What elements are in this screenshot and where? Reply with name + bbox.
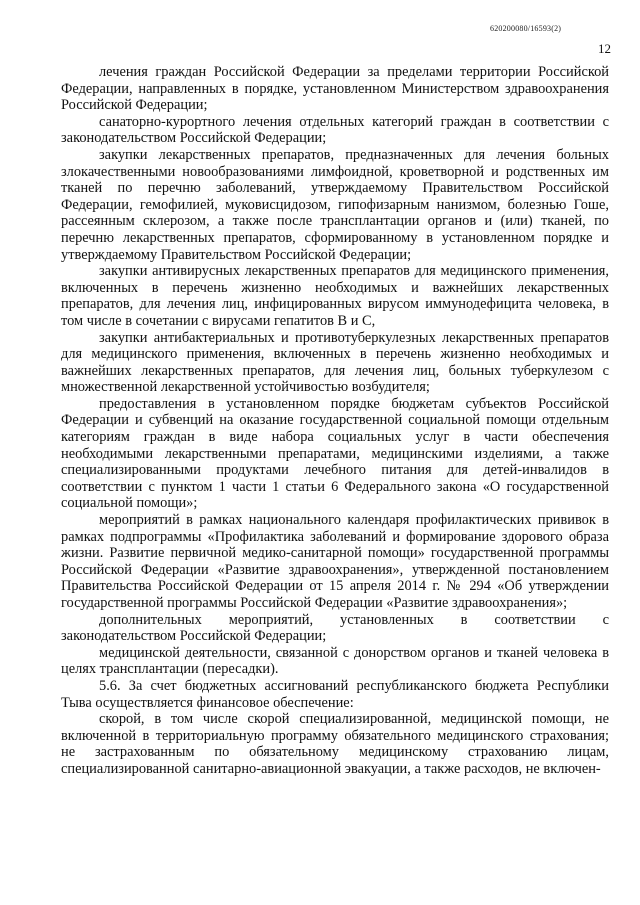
- paragraph-1: лечения граждан Российской Федерации за пределами территории Российской Федерации, направленных в порядке, установленном Министерством здравоохранения Российской Федерации;: [61, 64, 609, 114]
- paragraph-3: закупки лекарственных препаратов, предназначенных для лечения больных злокачественными новообразованиями лимфоидной, кроветворной и родственных им тканей по перечню заболеваний, утверждаемому Правительством Российской Федерации, гемофилией, муковисцидозом, гипофизарным нанизмом, болезнью Гоше, рассеянным склерозом, а также после трансплантации органов и (или) тканей, по перечню лекарственных препаратов, сформированному в установленном порядке и утверждаемому Правительством Российской Федерации;: [61, 146, 609, 263]
- body-text: [61, 64, 609, 778]
- page-number: 12: [598, 41, 611, 56]
- paragraph-8: дополнительных мероприятий, установленных в соответствии с законодательством Российской Федерации;: [61, 611, 609, 645]
- paragraph-11: скорой, в том числе скорой специализированной, медицинской помощи, не включенной в территориальную программу обязательного медицинского страхования; не застрахованным по обязательному медицинскому страхованию лицам, специализированной санитарно-авиационной эвакуации, а также расходов, не включен-: [61, 711, 609, 777]
- paragraph-6: предоставления в установленном порядке бюджетам субъектов Российской Федерации и субвенций на оказание государственной социальной помощи отдельным категориям граждан в виде набора социальных услуг в части обеспечения необходимыми лекарственными препаратами, медицинскими изделиями, а также специализированными продуктами лечебного питания для детей-инвалидов в соответствии с пунктом 1 части 1 статьи 6 Федерального закона «О государственной социальной помощи»;: [61, 395, 609, 512]
- paragraph-10: 5.6. За счет бюджетных ассигнований республиканского бюджета Республики Тыва осуществляется финансовое обеспечение:: [61, 677, 609, 711]
- paragraph-2: санаторно-курортного лечения отдельных категорий граждан в соответствии с законодательством Российской Федерации;: [61, 113, 609, 147]
- paragraph-4: закупки антивирусных лекарственных препаратов для медицинского применения, включенных в перечень жизненно необходимых и важнейших лекарственных препаратов, для лечения лиц, инфицированных вирусом иммунодефицита человека, в том числе в сочетании с вирусами гепатитов В и С,: [61, 263, 609, 329]
- paragraph-9: медицинской деятельности, связанной с донорством органов и тканей человека в целях трансплантации (пересадки).: [61, 644, 609, 678]
- document-id: 620200080/16593(2): [490, 24, 562, 33]
- paragraph-7: мероприятий в рамках национального календаря профилактических прививок в рамках подпрограммы «Профилактика заболеваний и формирование здорового образа жизни. Развитие первичной медико-санитарной помощи» государственной программы Российской Федерации «Развитие здравоохранения», утвержденной постановлением Правительства Российской Федерации от 15 апреля 2014 г. № 294 «Об утверждении государственной программы Российской Федерации «Развитие здравоохранения»;: [61, 512, 609, 611]
- paragraph-5: закупки антибактериальных и противотуберкулезных лекарственных препаратов для медицинского применения, включенных в перечень жизненно необходимых и важнейших лекарственных препаратов, для лечения лиц, больных туберкулезом с множественной лекарственной устойчивостью возбудителя;: [61, 329, 609, 396]
